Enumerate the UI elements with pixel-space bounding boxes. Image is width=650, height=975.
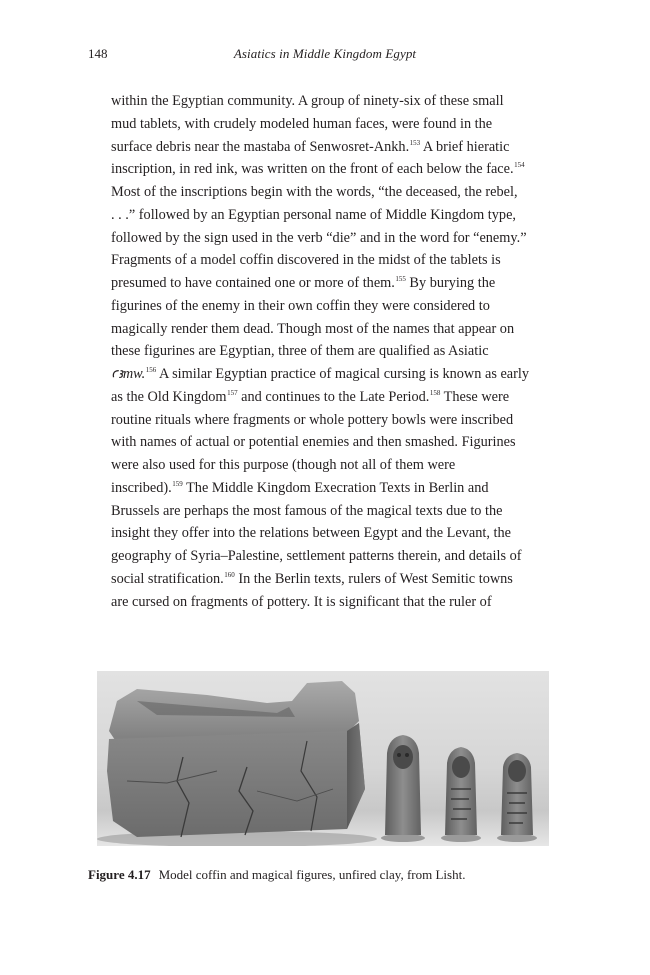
text-run: inscription, in red ink, was written on the front of each below the face. [111,161,514,178]
text-line [111,409,571,432]
text-run: figurines of the enemy in their own coffin they were considered to [111,297,490,314]
text-line [111,113,571,136]
text-line [111,591,571,614]
text-run: inscribed). [111,479,172,496]
text-line [111,454,571,477]
text-line [111,477,571,500]
text-run: followed by the sign used in the verb “die” and in the word for “enemy.” [111,229,527,246]
text-run: By burying the [405,275,496,291]
page-number: 148 [88,46,108,61]
text-line [111,227,571,250]
footnote-ref: 154 [514,161,525,170]
text-line [111,500,571,523]
text-line [111,318,571,341]
text-run: surface debris near the mastaba of Senwosret-Ankh. [111,138,410,155]
transliteration: ꜥꜣmw. [111,366,146,382]
text-run: A brief hieratic [420,138,510,155]
figurine-1 [381,735,425,842]
text-line [111,568,571,591]
text-run: geography of Syria–Palestine, settlement patterns therein, and details of [111,548,522,564]
text-line [111,136,571,159]
text-line [111,295,571,318]
figure-photo [97,671,549,846]
text-line [111,272,571,295]
text-line [111,522,571,545]
text-line [111,431,571,454]
text-run: are cursed on fragments of pottery. It is significant that the ruler of [111,593,492,610]
text-run: A similar Egyptian practice of magical cursing is known as early [156,366,530,382]
text-run: routine rituals where fragments or whole pottery bowls were inscribed [111,411,514,428]
text-run: insight they offer into the relations between Egypt and the Levant, the [111,525,511,542]
figure-label: Figure 4.17 [88,867,151,882]
text-line [111,158,571,181]
text-run: and continues to the Late Period. [237,388,430,405]
text-line [111,204,571,227]
text-run: These were [440,388,510,405]
running-head: Asiatics in Middle Kingdom Egypt [233,46,417,61]
text-line [111,386,571,409]
text-run: were also used for this purpose (though not all of them were [111,457,456,473]
text-line [111,181,571,204]
footnote-ref: 153 [409,138,421,147]
text-run: presumed to have contained one or more of them. [111,275,395,291]
text-run: Brussels are perhaps the most famous of the magical texts due to the [111,502,503,519]
text-run: within the Egyptian community. A group of ninety-six of these small [111,93,504,109]
text-run: magically render them dead. Though most of the names that appear on [111,320,515,337]
text-run: mud tablets, with crudely modeled human faces, were found in the [111,115,493,132]
footnote-ref: 157 [227,388,238,397]
text-run: social stratification. [111,570,224,587]
body-text [111,90,571,613]
text-line [111,363,571,386]
text-line [111,545,571,568]
model-coffin [107,681,365,837]
text-run: these figurines are Egyptian, three of them are qualified as Asiatic [111,343,489,360]
figure-caption [88,867,465,883]
text-run: Most of the inscriptions begin with the words, “the deceased, the rebel, [111,184,518,200]
footnote-ref: 160 [224,570,235,579]
text-run: with names of actual or potential enemies and then smashed. Figurines [111,434,516,451]
footnote-ref: 156 [145,366,157,374]
text-run: In the Berlin texts, rulers of West Semitic towns [234,570,513,587]
figure-caption-text: Model coffin and magical figures, unfired clay, from Lisht. [158,867,466,882]
footnote-ref: 155 [395,275,406,283]
text-line [111,340,571,363]
text-line [111,249,571,272]
text-run: Fragments of a model coffin discovered in the midst of the tablets is [111,252,501,269]
text-line [111,90,571,113]
text-run: The Middle Kingdom Execration Texts in Berlin and [182,479,489,496]
text-run: as the Old Kingdom [111,388,227,405]
footnote-ref: 158 [429,388,441,397]
footnote-ref: 159 [172,479,183,488]
text-run: . . .” followed by an Egyptian personal name of Middle Kingdom type, [111,206,516,223]
